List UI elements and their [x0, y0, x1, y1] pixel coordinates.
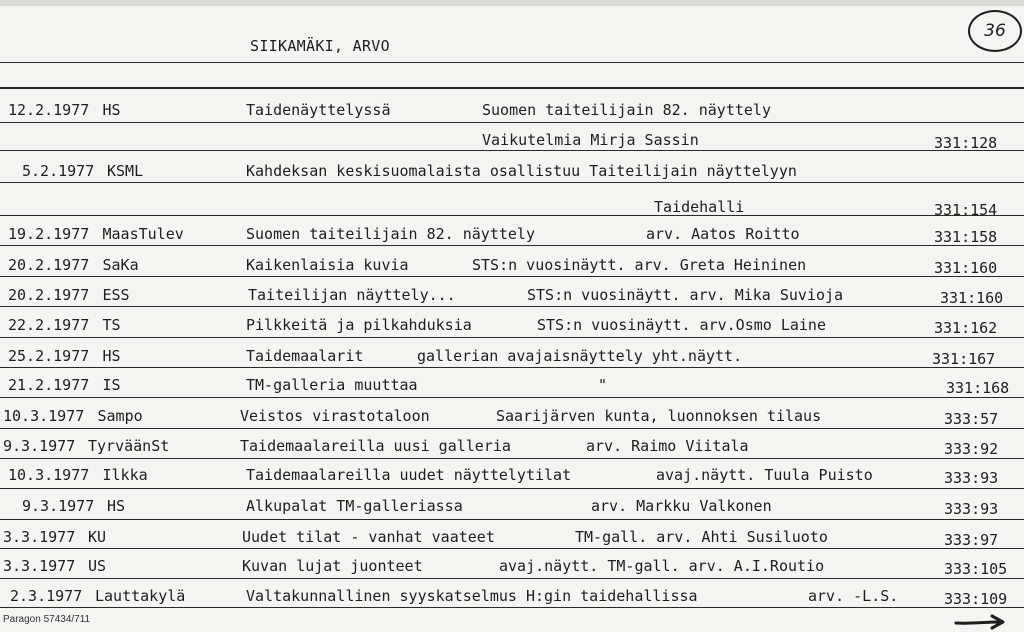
clipping-source: KSML	[107, 162, 144, 180]
clipping-detail: Taidehalli	[654, 198, 745, 216]
clipping-detail: Saarijärven kunta, luonnoksen tilaus	[496, 407, 822, 425]
row-rule	[0, 367, 1024, 368]
archive-reference: 331:162	[934, 319, 998, 337]
archive-reference: 331:160	[934, 259, 998, 277]
clipping-title: Uudet tilat - vanhat vaateet	[242, 528, 495, 546]
header-rule-2	[0, 87, 1024, 89]
clipping-title: Taiteilijan näyttely...	[248, 286, 456, 304]
clipping-date: 3.3.1977	[3, 528, 76, 546]
clipping-title: Taidemaalareilla uudet näyttelytilat	[246, 466, 572, 484]
clipping-source: SaKa	[102, 256, 139, 274]
clipping-date: 9.3.1977	[3, 437, 76, 455]
clipping-title: Kuvan lujat juonteet	[242, 557, 423, 575]
clipping-detail: "	[598, 376, 608, 394]
row-rule	[0, 607, 1024, 608]
row-rule	[0, 122, 1024, 123]
clipping-title: Kaikenlaisia kuvia	[246, 256, 409, 274]
arrow-right-icon	[954, 612, 1006, 632]
archive-reference: 333:93	[944, 500, 999, 518]
row-rule	[0, 215, 1024, 216]
clipping-source: US	[88, 557, 107, 575]
row-rule	[0, 548, 1024, 549]
clipping-detail: avaj.näytt. Tuula Puisto	[656, 466, 873, 484]
clipping-detail: STS:n vuosinäytt. arv. Greta Heininen	[472, 256, 807, 274]
row-rule	[0, 578, 1024, 579]
archive-reference: 331:128	[934, 134, 998, 152]
row-rule	[0, 337, 1024, 338]
clipping-source: Sampo	[97, 407, 143, 425]
clipping-title: Kahdeksan keskisuomalaista osallistuu Taiteilijain näyttelyyn	[246, 162, 797, 180]
clipping-title: Taidemaalarit	[246, 347, 364, 365]
archive-reference: 333:97	[944, 531, 999, 549]
clipping-detail: arv. Markku Valkonen	[591, 497, 772, 515]
archive-reference: 331:160	[940, 289, 1004, 307]
archive-reference: 333:93	[944, 469, 999, 487]
clipping-date: 20.2.1977	[8, 286, 90, 304]
clipping-date: 25.2.1977	[8, 347, 90, 365]
clipping-source: MaasTulev	[102, 225, 184, 243]
clipping-detail: TM-gall. arv. Ahti Susiluoto	[575, 528, 828, 546]
clipping-detail: Vaikutelmia Mirja Sassin	[482, 131, 699, 149]
clipping-date: 3.3.1977	[3, 557, 76, 575]
row-rule	[0, 245, 1024, 246]
clipping-date: 10.3.1977	[3, 407, 85, 425]
row-rule	[0, 428, 1024, 429]
archive-reference: 333:92	[944, 440, 999, 458]
clipping-source: IS	[102, 376, 121, 394]
clipping-source: HS	[107, 497, 126, 515]
row-rule	[0, 276, 1024, 277]
clipping-detail: arv. Raimo Viitala	[586, 437, 749, 455]
row-rule	[0, 458, 1024, 459]
archive-reference: 333:109	[944, 590, 1008, 608]
clipping-detail: arv. -L.S.	[808, 587, 899, 605]
clipping-date: 9.3.1977	[22, 497, 95, 515]
clipping-title: TM-galleria muuttaa	[246, 376, 418, 394]
clipping-source: HS	[102, 347, 121, 365]
clipping-detail: STS:n vuosinäytt. arv.Osmo Laine	[537, 316, 826, 334]
clipping-title: Suomen taiteilijain 82. näyttely	[246, 225, 535, 243]
row-rule	[0, 397, 1024, 398]
clipping-detail: gallerian avajaisnäyttely yht.näytt.	[417, 347, 743, 365]
person-name: SIIKAMÄKI, ARVO	[250, 37, 390, 55]
row-rule	[0, 488, 1024, 489]
clipping-title: Taidenäyttelyssä	[246, 101, 391, 119]
clipping-detail: avaj.näytt. TM-gall. arv. A.I.Routio	[499, 557, 825, 575]
clipping-date: 10.3.1977	[8, 466, 90, 484]
clipping-title: Valtakunnallinen syyskatselmus H:gin taidehallissa	[246, 587, 698, 605]
row-rule	[0, 306, 1024, 307]
clipping-detail: arv. Aatos Roitto	[646, 225, 800, 243]
archive-reference: 331:168	[946, 379, 1010, 397]
clipping-source: Lauttakylä	[95, 587, 186, 605]
clipping-date: 22.2.1977	[8, 316, 90, 334]
clipping-title: Alkupalat TM-galleriassa	[246, 497, 463, 515]
clipping-date: 2.3.1977	[10, 587, 83, 605]
archive-reference: 331:158	[934, 228, 998, 246]
header-rule-1	[0, 62, 1024, 63]
archive-reference: 333:57	[944, 410, 999, 428]
archive-reference: 331:167	[932, 350, 996, 368]
row-rule	[0, 182, 1024, 183]
clipping-date: 21.2.1977	[8, 376, 90, 394]
clipping-date: 20.2.1977	[8, 256, 90, 274]
clipping-title: Pilkkeitä ja pilkahduksia	[246, 316, 472, 334]
clipping-date: 19.2.1977	[8, 225, 90, 243]
clipping-source: ESS	[102, 286, 130, 304]
card-number: 36	[968, 10, 1022, 52]
clipping-title: Taidemaalareilla uusi galleria	[240, 437, 511, 455]
printer-imprint: Paragon 57434/711	[3, 614, 91, 625]
clipping-source: TyrväänSt	[88, 437, 170, 455]
clipping-source: HS	[102, 101, 121, 119]
clipping-source: TS	[102, 316, 121, 334]
clipping-title: Veistos virastotaloon	[240, 407, 430, 425]
archive-reference: 333:105	[944, 560, 1008, 578]
clipping-date: 12.2.1977	[8, 101, 90, 119]
clipping-source: KU	[88, 528, 107, 546]
archive-reference: 331:154	[934, 201, 998, 219]
row-rule	[0, 519, 1024, 520]
row-rule	[0, 150, 1024, 151]
clipping-date: 5.2.1977	[22, 162, 95, 180]
clipping-detail: STS:n vuosinäytt. arv. Mika Suvioja	[527, 286, 844, 304]
card-top-edge	[0, 0, 1024, 6]
clipping-source: Ilkka	[102, 466, 148, 484]
clipping-detail: Suomen taiteilijain 82. näyttely	[482, 101, 771, 119]
